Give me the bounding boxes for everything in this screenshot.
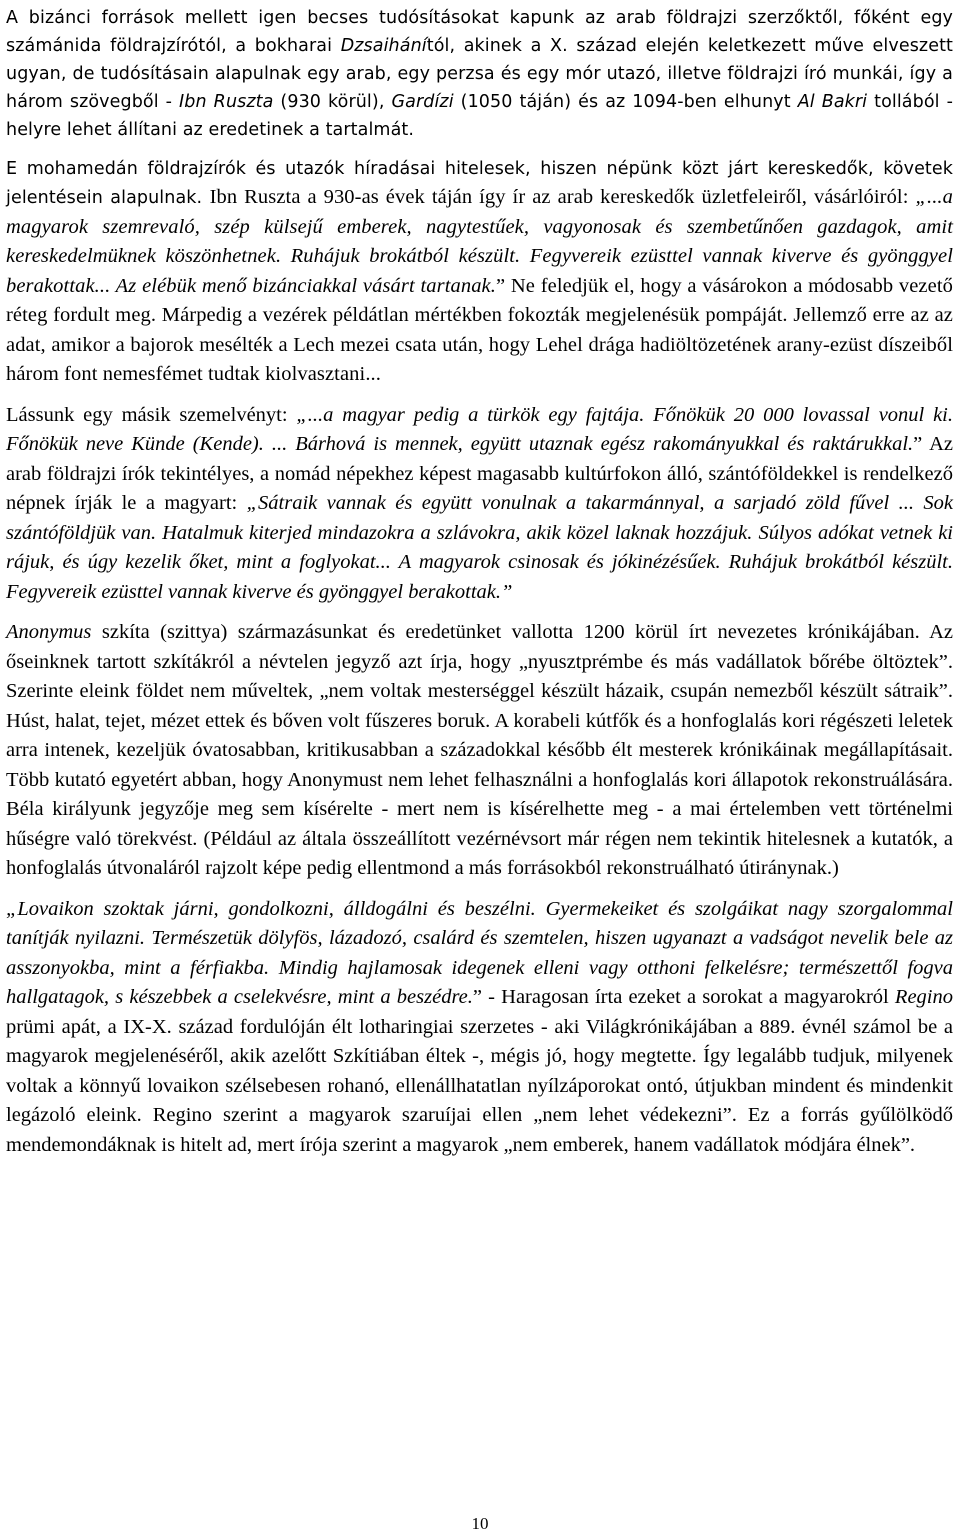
italic-text-run: Al Bakri: [797, 92, 868, 112]
text-run: (930 körül),: [273, 92, 392, 112]
page-number: 10: [471, 1514, 489, 1533]
italic-text-run: Ibn Ruszta: [179, 92, 274, 112]
text-run: E mohamedán földrajzírók és utazók híradásai hitelesek, hiszen népünk közt járt kereskedők, követek jelentésein alapulnak.: [6, 159, 953, 208]
text-run: (1050 táján) és az 1094-ben elhunyt: [453, 92, 798, 112]
italic-text-run: „...a magyar pedig a türkök egy fajtája. Főnökük 20 000 lovassal vonul ki. Főnökük neve Künde (Kende). ... Bárhová is mennek, együtt utaznak egész rakományukkal és raktárukkal.: [6, 403, 953, 455]
paragraph-another-excerpt: [6, 401, 953, 608]
text-run: tól, akinek a X. század elején keletkezett műve elveszett ugyan, de tudósításain alapulnak egy arab, egy perzsa és egy mór utazó, illetve földrajzi író munkái, így a három szövegből -: [6, 36, 953, 112]
italic-text-run: Anonymus: [6, 621, 92, 643]
text-run: A bizánci források mellett igen becses tudósításokat kapunk az arab földrajzi szerzőktől, főként egy számánida földrajzírótól, a bokharai: [6, 8, 953, 56]
italic-text-run: Regino: [894, 986, 953, 1008]
text-run: tollából - helyre lehet állítani az eredetinek a tartalmát.: [6, 92, 954, 140]
text-run: Lássunk egy másik szemelvényt:: [6, 403, 297, 426]
italic-text-run: „Lovaikon szoktak járni, gondolkozni, álldogálni és beszélni. Gyermekeiket és szolgáikat nagy szorgalommal tanítják nyilazni. Természetük dölyfös, lázadozó, csalárd és szemtelen, hiszen ugyanazt a vadságot nevelik bele az asszonyokba, mint a férfiakba. Mindig hajlamosak idegenek elleni vagy otthoni felkelésre; természettől fogva hallgatagok, s készebbek a cselekvésre, mint a beszédre.: [6, 897, 953, 1008]
paragraph-muslim-geographers-start: [6, 155, 953, 390]
italic-text-run: Dzsaihání: [340, 36, 427, 56]
paragraph-regino: [6, 895, 953, 1161]
text-run: ” Az arab földrajzi írók tekintélyes, a nomád népekhez képest magasabb kultúrfokon álló, szántóföldekkel is rendelkező népnek írják le a magyart:: [6, 433, 953, 514]
text-run: Ibn Ruszta a 930-as évek táján így ír az arab kereskedők üzletfeleiről, vásárlóiról:: [209, 186, 916, 208]
italic-text-run: Gardízi: [391, 92, 454, 112]
text-run: ” Ne feledjük el, hogy a vásárokon a módosabb vezető réteg fordult meg. Márpedig a vezérek példátlan mértékben fokozták megjelenésük pompáját. Jellemző erre az az adat, amikor a bajorok mesélték a Lech mezei csata után, hogy Lehel drága hadiöltözetének arany-ezüst díszeiből három font nemesfémet tudtak kiolvasztani...: [6, 274, 953, 385]
paragraph-byzantine-arab-sources: [6, 4, 953, 144]
italic-text-run: „...a magyarok szemrevaló, szép külsejű emberek, nagytestűek, vagyonosak és szembetűnően gazdagok, amit kereskedelmüknek köszönhetnek. Ruhájuk brokátból készült. Fegyvereik ezüsttel vannak kiverve és gyönggyel berakottak... Az elébük menő bizánciakkal vásárt tartanak.: [6, 186, 953, 297]
text-run: prümi apát, a IX-X. század fordulóján élt lotharingiai szerzetes - aki Világkrónikájában a 889. évnél számol be a magyarok megjelenéséről, akik azelőtt Szkítiában éltek -, mégis jó, hogy megtette. Így legalább tudjuk, milyenek voltak a könnyű lovaikon szélsebesen rohanó, ellenállhatatlan nyílzáporokat ontó, útjukban mindent és mindenkit legázoló eleink. Regino szerint a magyarok szaruíjai ellen „nem lehet védekezni”. Ez a forrás gyűlölködő mendemondáknak is hitelt ad, mert írója szerint a magyarok „nem emberek, hanem vadállatok módjára élnek”.: [6, 1015, 953, 1156]
text-run: ” - Haragosan írta ezeket a sorokat a magyarokról: [472, 986, 895, 1008]
text-run: szkíta (szittya) származásunkat és eredetünket vallotta 1200 körül írt nevezetes krónikájában. Az őseinknek tartott szkítákról a névtelen jegyző azt írja, hogy „nyusztprémbe és más vadállatok bőrébe öltöztek”. Szerinte eleink földet nem műveltek, „nem voltak mesterséggel készült házaik, csupán nemezből készült sátraik”. Húst, halat, tejet, mézet ettek és bőven volt fűszeres boruk. A korabeli kútfők és a honfoglalás kori régészeti leletek arra intenek, kezeljük óvatosabban, kritikusabban a századokkal később élt mesterek krónikáinak megállapításait. Több kutató egyetért abban, hogy Anonymust nem lehet felhasználni a honfoglalás kori állapotok rekonstruálására. Béla királyunk jegyzője meg sem kísérelte - mert nem is kísérelhette meg - a mai értelemben vett történelmi hűségre való törekvést. (Például az általa összeállított vezérnévsort már régen nem tekintik hitelesnek a kutatók, a honfoglalás útvonaláról rajzolt képe pedig ellentmond a más forrásokból rekonstruálható útiránynak.): [6, 621, 953, 879]
italic-text-run: „Sátraik vannak és együtt vonulnak a takarmánnyal, a sarjadó zöld fűvel ... Sok szántóföldjük van. Hatalmuk kiterjed mindazokra a szlávokra, akik közel laknak hozzájuk. Súlyos adókat vetnek ki rájuk, és úgy kezelik őket, mint a foglyokat... A magyarok csinosak és jókinézésűek. Ruhájuk brokátból készült. Fegyvereik ezüsttel vannak kiverve és gyönggyel berakottak.”: [6, 492, 953, 603]
document-body: [6, 4, 953, 1171]
paragraph-anonymus: [6, 618, 953, 884]
